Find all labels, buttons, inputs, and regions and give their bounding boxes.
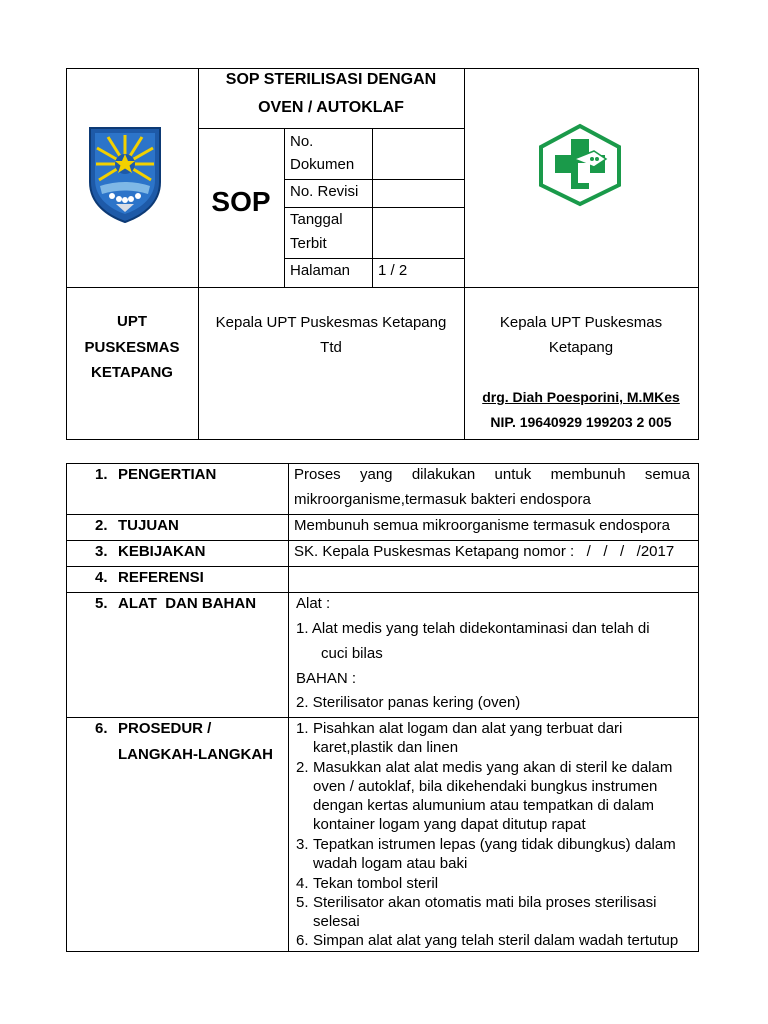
right-sign-line2: Ketapang (548, 339, 614, 356)
pengertian-line2: mikroorganisme,termasuk bakteri endospora (294, 491, 591, 508)
step-line: dengan kertas alumunium atau tempatkan di dalam (313, 797, 655, 814)
signatory-nip: NIP. 19640929 199203 2 005 (490, 414, 672, 430)
no-dokumen-label-line1: No. (290, 133, 314, 150)
halaman-value: 1 / 2 (378, 262, 408, 279)
step-number: 5. (296, 894, 309, 911)
pengertian-word: dilakukan (411, 466, 476, 483)
pengertian-word: untuk (494, 466, 532, 483)
sop-title-line2: OVEN / AUTOKLAF (258, 99, 404, 116)
pengertian-word: Proses (294, 466, 341, 483)
pengertian-label: PENGERTIAN (118, 466, 217, 483)
pengertian-line1 (294, 465, 690, 484)
step-number: 6. (296, 932, 309, 949)
sop-label: SOP (211, 186, 271, 217)
org-line3: KETAPANG (91, 364, 173, 381)
bahan-item2: 2. Sterilisator panas kering (oven) (296, 694, 521, 711)
right-sign-line1: Kepala UPT Puskesmas (499, 314, 663, 331)
step-line: karet,plastik dan linen (313, 739, 459, 756)
step-line: Pisahkan alat logam dan alat yang terbuat dari (313, 720, 623, 737)
alat-label: ALAT DAN BAHAN (118, 595, 257, 612)
tujuan-text: Membunuh semua mikroorganisme termasuk endospora (294, 517, 671, 534)
regency-coat-of-arms-logo (86, 124, 164, 224)
step-line: kontainer logam yang dapat ditutup rapat (313, 816, 586, 833)
pengertian-word: membunuh (550, 466, 626, 483)
step-line: Tepatkan istrumen lepas (yang tidak dibungkus) dalam (313, 836, 676, 853)
tujuan-number: 2. (95, 517, 108, 534)
halaman-label: Halaman (290, 262, 351, 279)
pengertian-word: semua (644, 466, 690, 483)
alat-item1-line2: cuci bilas (321, 645, 383, 662)
no-revisi-label: No. Revisi (290, 183, 359, 200)
prosedur-number: 6. (95, 720, 108, 737)
sop-title-line1: SOP STERILISASI DENGAN (225, 71, 437, 88)
pengertian-word: yang (360, 466, 393, 483)
tanggal-terbit-label-line1: Tanggal (290, 211, 343, 228)
prosedur-label-line2: LANGKAH-LANGKAH (118, 746, 273, 763)
no-dokumen-label-line2: Dokumen (290, 156, 355, 173)
referensi-label: REFERENSI (118, 569, 204, 586)
org-line1: UPT (117, 313, 147, 330)
alat-item1-line1: 1. Alat medis yang telah didekontaminasi dan telah di (296, 620, 650, 637)
step-line: Simpan alat alat yang telah steril dalam wadah tertutup (313, 932, 679, 949)
bahan-heading: BAHAN : (296, 670, 357, 687)
pengertian-number: 1. (95, 466, 108, 483)
prosedur-label-line1: PROSEDUR / (118, 720, 212, 737)
referensi-number: 4. (95, 569, 108, 586)
tanggal-terbit-label-line2: Terbit (290, 235, 327, 252)
step-number: 1. (296, 720, 309, 737)
kebijakan-label: KEBIJAKAN (118, 543, 206, 560)
alat-heading: Alat : (296, 595, 331, 612)
step-line: Sterilisator akan otomatis mati bila proses sterilisasi (313, 894, 657, 911)
step-line: Masukkan alat alat medis yang akan di steril ke dalam (313, 759, 673, 776)
middle-sign-ttd: Ttd (320, 339, 342, 356)
step-line: oven / autoklaf, bila dikehendaki bungkus instrumen (313, 778, 658, 795)
tujuan-label: TUJUAN (118, 517, 179, 534)
step-line: Tekan tombol steril (313, 875, 439, 892)
org-line2: PUSKESMAS (84, 339, 180, 356)
step-number: 4. (296, 875, 309, 892)
step-line: wadah logam atau baki (313, 855, 468, 872)
alat-number: 5. (95, 595, 108, 612)
signatory-name: drg. Diah Poesporini, M.MKes (482, 389, 680, 405)
step-line: selesai (313, 913, 360, 930)
kebijakan-text: SK. Kepala Puskesmas Ketapang nomor : / / / /2017 (294, 543, 675, 560)
kebijakan-number: 3. (95, 543, 108, 560)
puskesmas-logo (538, 123, 622, 207)
step-number: 2. (296, 759, 309, 776)
step-number: 3. (296, 836, 309, 853)
middle-sign-line1: Kepala UPT Puskesmas Ketapang (215, 314, 447, 331)
